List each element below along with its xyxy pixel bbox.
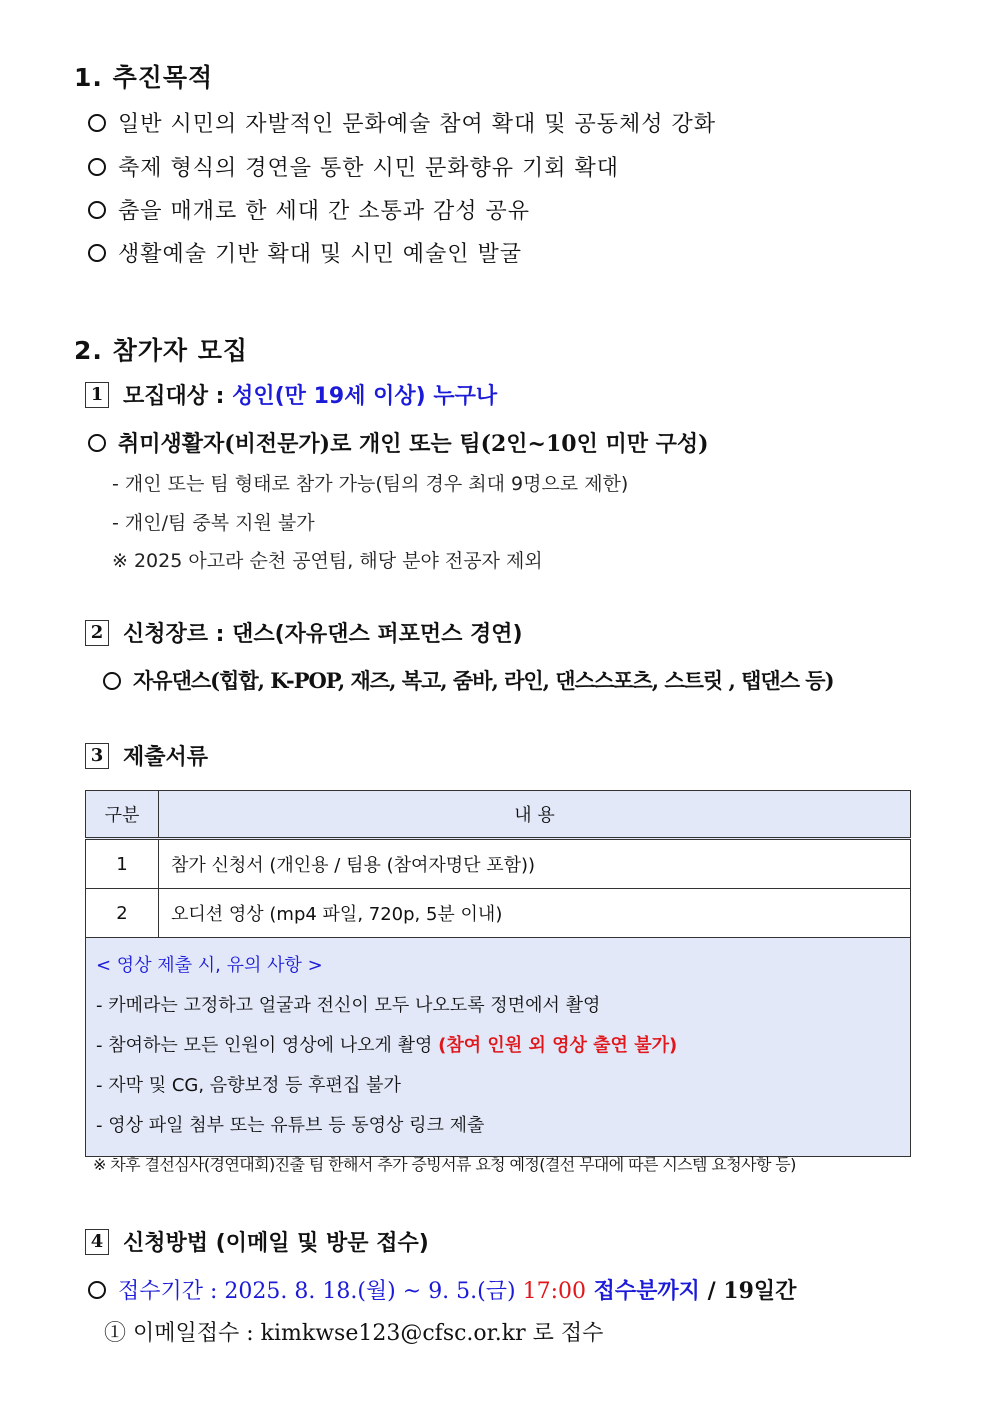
- circle-bullet-icon: [88, 1281, 106, 1299]
- circle-bullet-icon: [88, 158, 106, 176]
- section1-title: 1. 추진목적: [74, 63, 214, 92]
- documents-table: [85, 790, 911, 1157]
- objective-item: 일반 시민의 자발적인 문화예술 참여 확대 및 공동체성 강화: [88, 107, 716, 138]
- circle-bullet-icon: [88, 201, 106, 219]
- circled-one-icon: ①: [104, 1321, 127, 1346]
- objective-item: 춤을 매개로 한 세대 간 소통과 감성 공유: [88, 194, 530, 225]
- table-row: 1 참가 신청서 (개인용 / 팀용 (참여자명단 포함)): [86, 839, 911, 889]
- number-box: 4: [85, 1229, 109, 1255]
- genre-heading: 2 신청장르 : 댄스(자유댄스 퍼포먼스 경연): [85, 617, 523, 648]
- video-note-item: - 영상 파일 첨부 또는 유튜브 등 동영상 링크 제출: [96, 1115, 485, 1136]
- documents-heading: 3 제출서류: [85, 740, 208, 771]
- recruit-target-heading: 1 모집대상 : 성인(만 19세 이상) 누구나: [85, 379, 497, 410]
- number-box: 3: [85, 743, 109, 769]
- circle-bullet-icon: [88, 244, 106, 262]
- section2-title: 2. 참가자 모집: [74, 336, 249, 365]
- target-main: 취미생활자(비전문가)로 개인 또는 팀(2인~10인 미만 구성): [88, 427, 709, 458]
- objective-item: 축제 형식의 경연을 통한 시민 문화향유 기회 확대: [88, 151, 619, 182]
- circle-bullet-icon: [88, 434, 106, 452]
- video-note-item: - 참여하는 모든 인원이 영상에 나오게 촬영 (참여 인원 외 영상 출연 불가): [96, 1035, 678, 1056]
- genre-item: 자유댄스(힙합, K-POP, 재즈, 복고, 줌바, 라인, 댄스스포츠, 스트릿 , 탭댄스 등): [103, 665, 834, 695]
- circle-bullet-icon: [88, 114, 106, 132]
- table-header-content: 내 용: [159, 791, 911, 839]
- table-header-category: 구분: [86, 791, 159, 839]
- video-note-warning: (참여 인원 외 영상 출연 불가): [438, 1035, 678, 1056]
- video-notes-title: < 영상 제출 시, 유의 사항 >: [96, 955, 323, 976]
- video-note-item: - 카메라는 고정하고 얼굴과 전신이 모두 나오도록 정면에서 촬영: [96, 995, 601, 1016]
- target-bullet: - 개인 또는 팀 형태로 참가 가능(팀의 경우 최대 9명으로 제한): [112, 473, 629, 495]
- documents-footnote: ※ 차후 결선심사(경연대회)진출 팀 한해서 추가 증빙서류 요청 예정(결선 무대에 따른 시스템 요청사항 등): [93, 1155, 796, 1174]
- number-box: 1: [85, 382, 109, 408]
- video-notes: [86, 938, 911, 1157]
- target-exclusion-note: ※ 2025 아고라 순천 공연팀, 해당 분야 전공자 제외: [112, 550, 543, 572]
- table-row: 2 오디션 영상 (mp4 파일, 720p, 5분 이내): [86, 889, 911, 938]
- target-bullet: - 개인/팀 중복 지원 불가: [112, 512, 315, 534]
- number-box: 2: [85, 620, 109, 646]
- target-highlight: 성인(만 19세 이상) 누구나: [232, 384, 498, 409]
- circle-bullet-icon: [103, 672, 121, 690]
- objective-item: 생활예술 기반 확대 및 시민 예술인 발굴: [88, 237, 522, 268]
- apply-period: 접수기간 : 2025. 8. 18.(월) ~ 9. 5.(금) 17:00 접수분까지 / 19일간: [88, 1274, 796, 1305]
- apply-method-heading: 4 신청방법 (이메일 및 방문 접수): [85, 1226, 429, 1257]
- email-apply: ① 이메일접수 : kimkwse123@cfsc.or.kr 로 접수: [104, 1321, 604, 1346]
- video-note-item: - 자막 및 CG, 음향보정 등 후편집 불가: [96, 1075, 401, 1096]
